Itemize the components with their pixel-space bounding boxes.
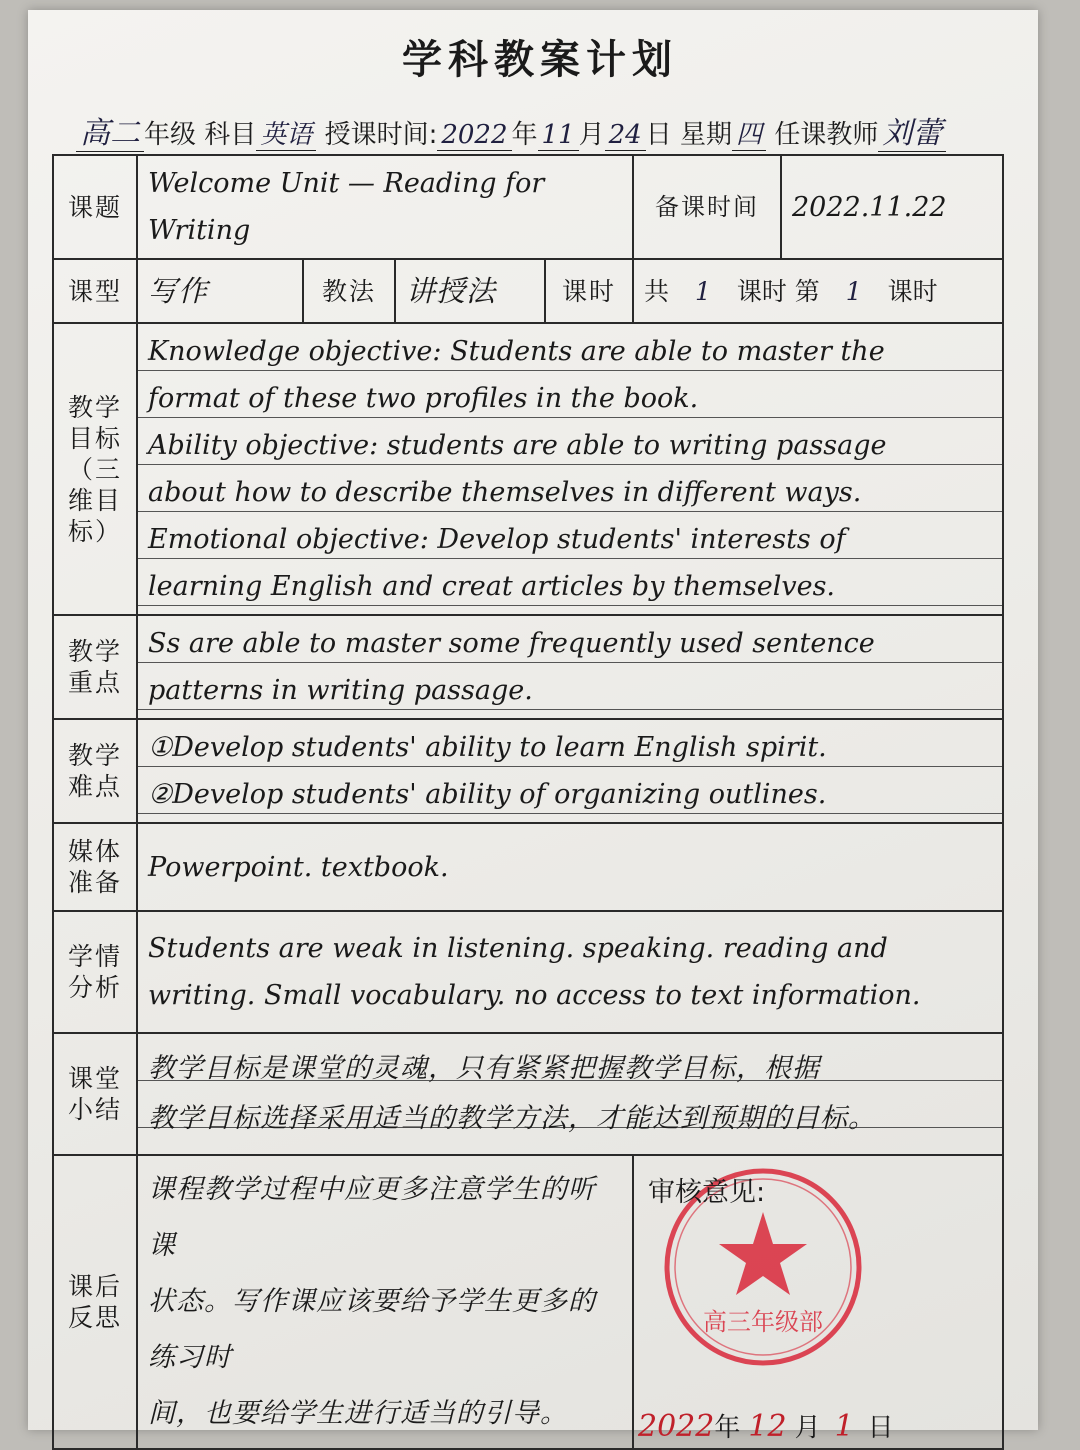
topic-value: Welcome Unit — Reading for Writing xyxy=(137,155,633,259)
subject-label: 科目 xyxy=(204,120,257,150)
prep-time-label: 备课时间 xyxy=(633,155,781,259)
review-month-label: 月 xyxy=(794,1413,821,1443)
subject-value: 英语 xyxy=(256,120,316,151)
teacher-value: 刘蕾 xyxy=(878,116,946,152)
summary-line: 教学目标选择采用适当的教学方法，才能达到预期的目标。 xyxy=(148,1103,876,1134)
year-label: 年 xyxy=(511,120,538,150)
row-key-points xyxy=(53,615,1003,719)
objectives-content xyxy=(137,323,1003,615)
review-label: 审核意见: xyxy=(648,1177,766,1208)
row-difficulties xyxy=(53,719,1003,823)
review-day-label: 日 xyxy=(867,1413,894,1443)
key-point-line: Ss are able to master some frequently used sentence xyxy=(148,628,875,659)
hours-unit-2: 课时 xyxy=(887,276,938,306)
review-cell xyxy=(633,1155,1003,1449)
month-value: 11 xyxy=(538,120,579,151)
review-year-label: 年 xyxy=(714,1413,741,1443)
nth-value: 1 xyxy=(845,276,862,306)
topic-label: 课题 xyxy=(53,155,137,259)
type-value: 写作 xyxy=(137,259,303,323)
objective-line: about how to describe themselves in different ways. xyxy=(148,477,862,508)
teacher-label: 任课教师 xyxy=(774,120,879,150)
review-day-value: 1 xyxy=(834,1409,854,1444)
reflection-line: 间，也要给学生进行适当的引导。 xyxy=(148,1398,568,1429)
review-date xyxy=(638,1407,894,1444)
objective-line: Ability objective: students are able to writing passage xyxy=(148,430,887,461)
media-label: 媒体准备 xyxy=(53,823,137,911)
summary-content xyxy=(137,1033,1003,1155)
row-topic xyxy=(53,155,1003,259)
analysis-content xyxy=(137,911,1003,1033)
difficulties-content xyxy=(137,719,1003,823)
difficulty-line: ②Develop students' ability of organizing outlines. xyxy=(148,779,827,810)
reflection-line: 状态。写作课应该要给予学生更多的练习时 xyxy=(148,1286,596,1373)
key-points-label: 教学重点 xyxy=(53,615,137,719)
weekday-value: 四 xyxy=(732,120,766,151)
total-value: 1 xyxy=(694,276,711,306)
method-value: 讲授法 xyxy=(395,259,545,323)
row-media xyxy=(53,823,1003,911)
row-analysis xyxy=(53,911,1003,1033)
row-reflection xyxy=(53,1155,1003,1449)
analysis-line: Students are weak in listening. speaking. reading and xyxy=(148,933,888,964)
time-label: 授课时间: xyxy=(324,120,438,150)
header-info-line xyxy=(76,108,1006,152)
day-value: 24 xyxy=(605,120,646,151)
key-points-content xyxy=(137,615,1003,719)
prep-time-value: 2022.11.22 xyxy=(781,155,1003,259)
difficulties-label: 教学难点 xyxy=(53,719,137,823)
summary-label: 课堂小结 xyxy=(53,1033,137,1155)
row-type xyxy=(53,259,1003,323)
reflection-content xyxy=(137,1155,633,1449)
grade-value: 高二 xyxy=(76,116,144,152)
objective-line: format of these two profiles in the book. xyxy=(148,383,699,414)
star-icon xyxy=(719,1212,807,1295)
objective-line: Knowledge objective: Students are able to master the xyxy=(148,336,885,367)
objective-line: Emotional objective: Develop students' interests of xyxy=(148,524,846,555)
lesson-plan-table xyxy=(52,154,1004,1450)
review-year-value: 2022 xyxy=(638,1409,715,1444)
total-label: 共 xyxy=(644,276,670,306)
summary-line: 教学目标是课堂的灵魂，只有紧紧把握教学目标，根据 xyxy=(148,1053,820,1084)
media-value: Powerpoint. textbook. xyxy=(137,823,1003,911)
day-label: 日 xyxy=(645,120,672,150)
difficulty-line: ①Develop students' ability to learn English spirit. xyxy=(148,732,827,763)
nth-label: 第 xyxy=(794,276,820,306)
type-label: 课型 xyxy=(53,259,137,323)
row-objectives xyxy=(53,323,1003,615)
objective-line: learning English and creat articles by themselves. xyxy=(148,571,836,602)
objectives-label: 教学目标（三维目标） xyxy=(53,323,137,615)
page-title: 学科教案计划 xyxy=(402,36,678,83)
method-label: 教法 xyxy=(303,259,395,323)
grade-label: 年级 xyxy=(144,120,197,150)
hours-label: 课时 xyxy=(545,259,633,323)
analysis-line: writing. Small vocabulary. no access to text information. xyxy=(148,980,921,1011)
analysis-label: 学情分析 xyxy=(53,911,137,1033)
stamp-text: 高三年级部 xyxy=(703,1308,823,1336)
year-value: 2022 xyxy=(437,120,511,151)
reflection-line: 课程教学过程中应更多注意学生的听课 xyxy=(148,1174,596,1261)
hours-unit-1: 课时 xyxy=(736,276,787,306)
weekday-label: 星期 xyxy=(680,120,733,150)
key-point-line: patterns in writing passage. xyxy=(148,675,533,706)
row-summary xyxy=(53,1033,1003,1155)
review-month-value: 12 xyxy=(748,1409,787,1444)
month-label: 月 xyxy=(578,120,605,150)
hours-value-cell xyxy=(633,259,1003,323)
reflection-label: 课后反思 xyxy=(53,1155,137,1449)
